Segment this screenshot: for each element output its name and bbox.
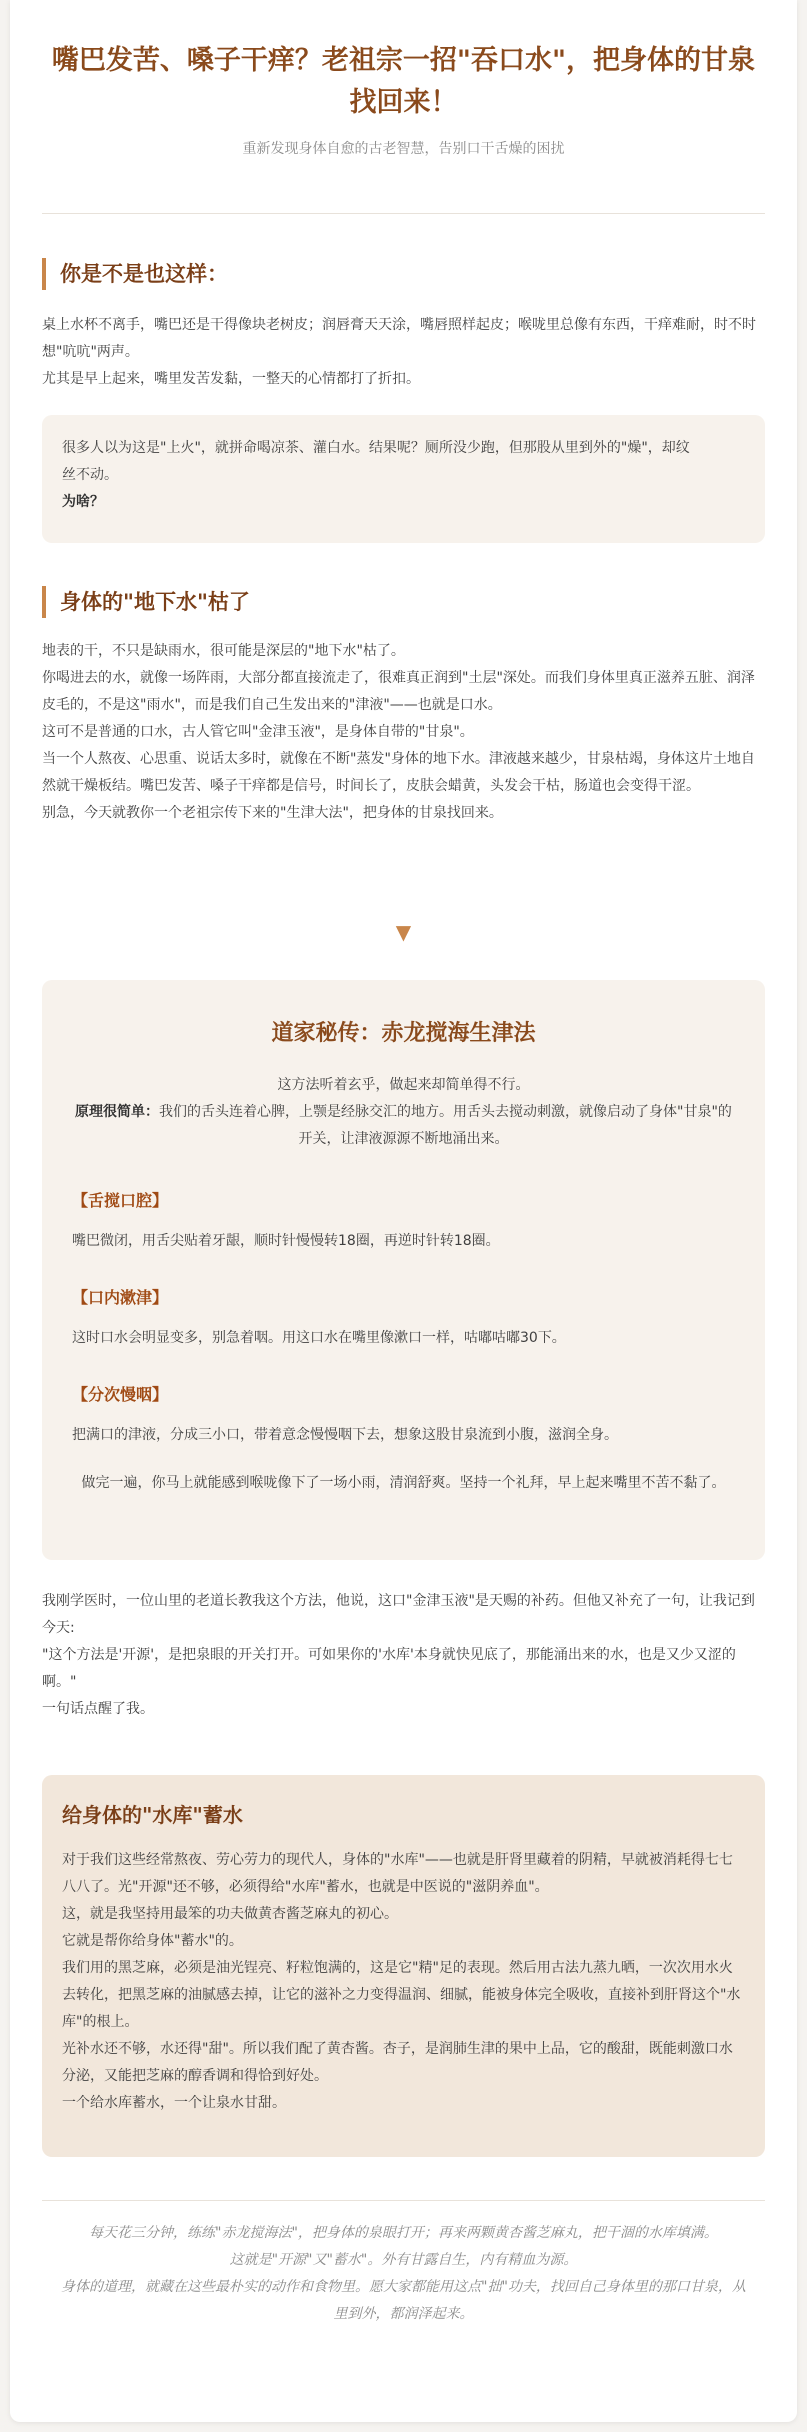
reservoir-text (62, 1847, 745, 2117)
paragraph: 你喝进去的水，就像一场阵雨，大部分都直接流走了，很难真正润到"土层"深处。而我们身体里真正滋养五脏、润泽皮毛的，不是这"雨水"，而是我们自己生发出来的"津液"——也就是口水。 (42, 670, 755, 713)
footer-divider (42, 2200, 765, 2201)
step-text: 这时口水会明显变多，别急着咽。用这口水在嘴里像漱口一样，咕嘟咕嘟30下。 (72, 1330, 566, 1346)
section-heading-symptoms: 你是不是也这样： (42, 258, 228, 290)
paragraph: 我刚学医时，一位山里的老道长教我这个方法，他说，这口"金津玉液"是天赐的补药。但他又补充了一句，让我记到今天: (42, 1593, 755, 1636)
method-intro (72, 1072, 735, 1153)
quote-box (42, 415, 765, 543)
page-subtitle: 重新发现身体自愈的古老智慧，告别口干舌燥的困扰 (242, 141, 565, 157)
paragraph: 尤其是早上起来，嘴里发苦发黏，一整天的心情都打了折扣。 (42, 371, 420, 387)
page-title: 嘴巴发苦、嗓子干痒？老祖宗一招"吞口水"，把身体的甘泉找回来！ (51, 45, 756, 118)
step-heading: 【分次慢咽】 (72, 1385, 169, 1404)
paragraph: 当一个人熬夜、心思重、说话太多时，就像在不断"蒸发"身体的地下水。津液越来越少，甘泉枯竭，身体这片土地自然就干燥板结。嘴巴发苦、嗓子干痒都是信号，时间长了，皮肤会蜡黄，头发会干枯，肠道也会变得干涩。 (42, 751, 755, 794)
step-text: 把满口的津液，分成三小口，带着意念慢慢咽下去，想象这股甘泉流到小腹，滋润全身。 (72, 1427, 618, 1443)
paragraph: "这个方法是'开源'，是把泉眼的开关打开。可如果你的'水库'本身就快见底了，那能涌出来的水，也是又少又涩的啊。" (42, 1647, 736, 1690)
paragraph: 一个给水库蓄水，一个让泉水甘甜。 (62, 2095, 286, 2111)
principle-label: 原理很简单： (75, 1104, 160, 1120)
method-closing: 做完一遍，你马上就能感到喉咙像下了一场小雨，清润舒爽。坚持一个礼拜，早上起来嘴里不苦不黏了。 (81, 1475, 726, 1491)
header-divider (42, 213, 765, 214)
method-principle (72, 1099, 735, 1153)
paragraph: 光补水还不够，水还得"甜"。所以我们配了黄杏酱。杏子，是润肺生津的果中上品，它的酸甜，既能刺激口水分泌，又能把芝麻的醇香调和得恰到好处。 (62, 2041, 733, 2084)
footer-line: 身体的道理，就藏在这些最朴实的动作和食物里。愿大家都能用这点"拙"功夫，找回自己身体里的那口甘泉，从里到外，都润泽起来。 (61, 2279, 746, 2322)
down-arrow-icon: ▼ (395, 920, 412, 944)
section-heading-groundwater: 身体的"地下水"枯了 (42, 586, 250, 618)
step-text: 嘴巴微闭，用舌尖贴着牙龈，顺时针慢慢转18圈，再逆时针转18圈。 (72, 1233, 500, 1249)
paragraph: 它就是帮你给身体"蓄水"的。 (62, 1933, 243, 1949)
step-heading: 【口内漱津】 (72, 1288, 169, 1307)
step-heading: 【舌搅口腔】 (72, 1191, 169, 1210)
reservoir-box (42, 1775, 765, 2157)
paragraph: 别急，今天就教你一个老祖宗传下来的"生津大法"，把身体的甘泉找回来。 (42, 805, 503, 821)
symptoms-text (42, 312, 765, 393)
paragraph: 桌上水杯不离手，嘴巴还是干得像块老树皮；润唇膏天天涂，嘴唇照样起皮；喉咙里总像有东西，干痒难耐，时不时想"吭吭"两声。 (42, 317, 756, 360)
paragraph: 对于我们这些经常熬夜、劳心劳力的现代人，身体的"水库"——也就是肝肾里藏着的阴精，早就被消耗得七七八八了。光"开源"还不够，必须得给"水库"蓄水，也就是中医说的"滋阴养血"。 (62, 1852, 733, 1895)
footer-summary (60, 2220, 747, 2328)
method-intro-line: 这方法听着玄乎，做起来却简单得不行。 (277, 1077, 530, 1093)
paragraph: 一句话点醒了我。 (42, 1701, 154, 1717)
groundwater-text (42, 638, 765, 827)
method-title: 道家秘传：赤龙搅海生津法 (271, 1021, 536, 1046)
paragraph: 地表的干，不只是缺雨水，很可能是深层的"地下水"枯了。 (42, 643, 405, 659)
footer-line: 这就是"开源"又"蓄水"。外有甘露自生，内有精血为源。 (229, 2252, 578, 2268)
paragraph: 这可不是普通的口水，古人管它叫"金津玉液"，是身体自带的"甘泉"。 (42, 724, 474, 740)
paragraph: 我们用的黑芝麻，必须是油光锃亮、籽粒饱满的，这是它"精"足的表现。然后用古法九蒸九晒，一次次用水火去转化，把黑芝麻的油腻感去掉，让它的滋补之力变得温润、细腻，能被身体完全吸收，直接补到肝肾这个"水库"的根上。 (62, 1960, 741, 2030)
footer-line: 每天花三分钟，练练"赤龙搅海法"，把身体的泉眼打开；再来两颗黄杏酱芝麻丸，把干涸的水库填满。 (89, 2225, 718, 2241)
paragraph: 这，就是我坚持用最笨的功夫做黄杏酱芝麻丸的初心。 (62, 1906, 398, 1922)
reservoir-heading: 给身体的"水库"蓄水 (62, 1803, 243, 1827)
article-card (10, 0, 797, 2422)
quote-text: 很多人以为这是"上火"，就拼命喝凉茶、灌白水。结果呢？厕所没少跑，但那股从里到外的"燥"，却纹丝不动。 (62, 440, 690, 483)
story-text (42, 1588, 765, 1723)
principle-text: 我们的舌头连着心脾，上颚是经脉交汇的地方。用舌头去搅动刺激，就像启动了身体"甘泉"的开关，让津液源源不断地涌出来。 (159, 1104, 732, 1147)
method-box (42, 980, 765, 1560)
quote-question: 为啥？ (62, 494, 104, 510)
